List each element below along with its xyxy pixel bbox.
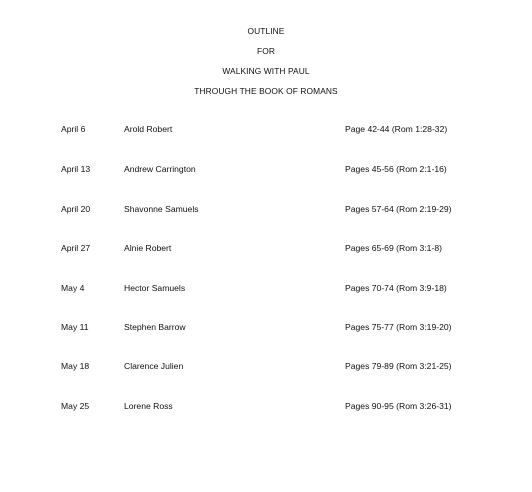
schedule-presenter: Alnie Robert [124,243,172,253]
schedule-date: April 13 [61,164,91,174]
schedule-reading: Pages 90-95 (Rom 3:26-31) [345,401,452,411]
schedule-row [0,282,532,294]
title-line-outline: OUTLINE [247,26,285,36]
schedule-reading: Pages 57-64 (Rom 2:19-29) [345,204,452,214]
schedule-reading: Pages 70-74 (Rom 3:9-18) [345,283,447,293]
schedule-presenter: Stephen Barrow [124,322,186,332]
schedule-row [0,400,532,412]
schedule-presenter: Shavonne Samuels [124,204,199,214]
title-line-book-of-romans: THROUGH THE BOOK OF ROMANS [194,86,338,96]
schedule-date: May 25 [61,401,90,411]
schedule-row [0,321,532,333]
schedule-row [0,163,532,175]
schedule-row [0,203,532,215]
schedule-presenter: Andrew Carrington [124,164,196,174]
schedule-date: May 18 [61,361,90,371]
schedule-reading: Pages 45-56 (Rom 2:1-16) [345,164,447,174]
schedule-reading: Pages 79-89 (Rom 3:21-25) [345,361,452,371]
schedule-presenter: Lorene Ross [124,401,173,411]
title-line-walking-with-paul: WALKING WITH PAUL [222,66,310,76]
schedule-reading: Pages 65-69 (Rom 3:1-8) [345,243,442,253]
schedule-reading: Pages 75-77 (Rom 3:19-20) [345,322,452,332]
schedule-reading: Page 42-44 (Rom 1:28-32) [345,124,448,134]
title-line-for: FOR [257,46,275,56]
schedule-date: April 20 [61,204,91,214]
schedule-date: April 6 [61,124,86,134]
schedule-presenter: Clarence Julien [124,361,184,371]
schedule-date: May 11 [61,322,89,332]
schedule-presenter: Hector Samuels [124,283,186,293]
schedule-date: April 27 [61,243,91,253]
schedule-row [0,123,532,135]
schedule-row [0,360,532,372]
schedule-date: May 4 [61,283,85,293]
schedule-row [0,242,532,254]
schedule-presenter: Arold Robert [124,124,173,134]
